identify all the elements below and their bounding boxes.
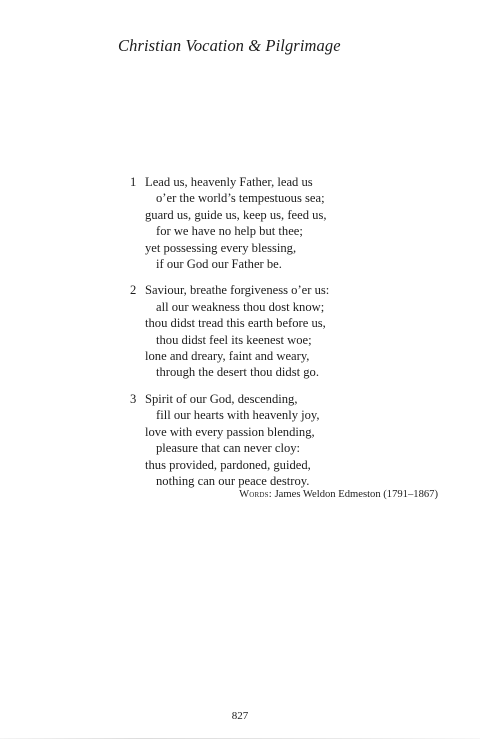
verse-line: Lead us, heavenly Father, lead us [145, 175, 313, 189]
verse-line: pleasure that can never cloy: [156, 441, 301, 456]
verse-line: for we have no help but thee; [156, 224, 303, 239]
verse-line: all our weakness thou dost know; [156, 299, 325, 314]
verse-1 [130, 174, 430, 272]
verse-line: thou didst feel its keenest woe; [156, 332, 312, 347]
verse-line: thou didst tread this earth before us, [145, 316, 326, 331]
page-number: 827 [231, 710, 249, 722]
scan-edge-divider [0, 738, 480, 739]
verse-line: if our God our Father be. [156, 257, 282, 272]
verse-line: nothing can our peace destroy. [156, 473, 310, 488]
verse-line: o’er the world’s tempestuous sea; [156, 191, 325, 206]
verse-line: through the desert thou didst go. [156, 365, 319, 380]
verse-number: 3 [130, 391, 137, 406]
verse-number: 1 [130, 175, 137, 189]
verse-line: guard us, guide us, keep us, feed us, [145, 207, 327, 222]
page-title: Christian Vocation & Pilgrimage [118, 36, 341, 55]
verse-line: Saviour, breathe forgiveness o’er us: [145, 283, 330, 298]
verse-line: fill our hearts with heavenly joy, [156, 408, 320, 423]
hymn-text [130, 174, 430, 499]
verse-3 [130, 391, 430, 489]
verse-line: yet possessing every blessing, [145, 240, 297, 255]
verse-line: Spirit of our God, descending, [145, 391, 298, 406]
verse-line: lone and dreary, faint and weary, [145, 349, 310, 364]
credit-author: James Weldon Edmeston (1791–1867) [274, 489, 438, 500]
verse-line: love with every passion blending, [145, 424, 315, 439]
verse-line: thus provided, pardoned, guided, [145, 457, 311, 472]
credit-label: Words: [239, 489, 272, 500]
words-credit [239, 489, 438, 500]
verse-2 [130, 282, 430, 380]
verse-number: 2 [130, 283, 137, 298]
